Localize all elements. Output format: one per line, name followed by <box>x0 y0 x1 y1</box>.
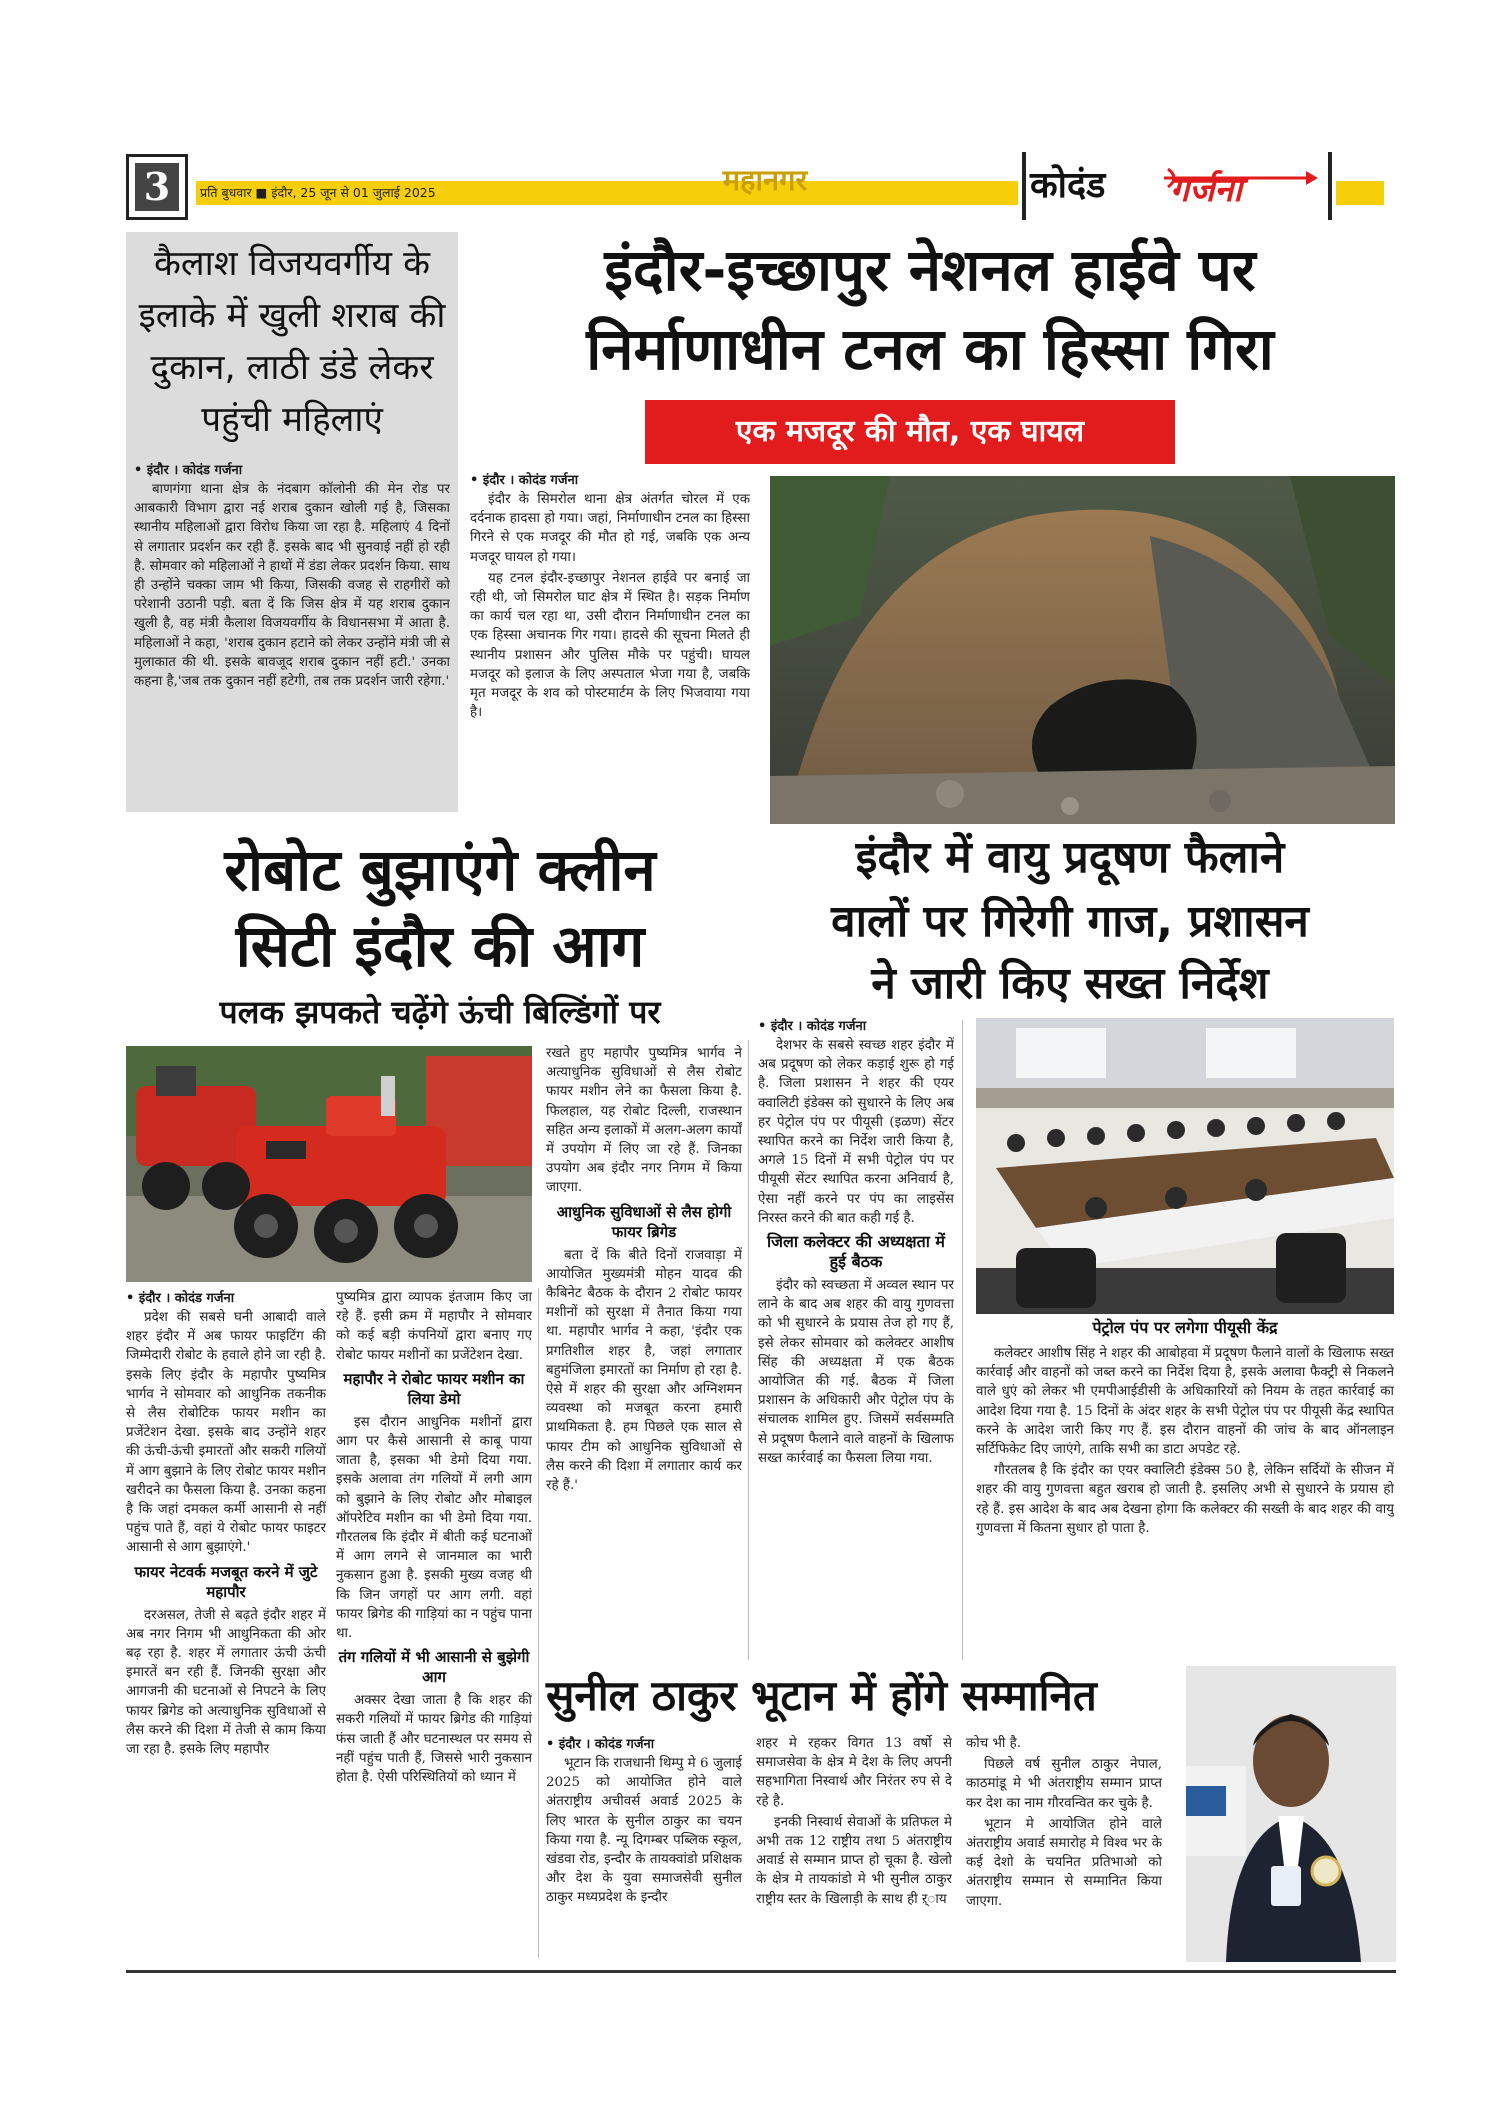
robot-col3b-paragraph: बता दें कि बीते दिनों राजवाड़ा में आयोजित मुख्यमंत्री मोहन यादव की कैबिनेट बैठक के दौरान 2 रोबोट फायर मशीनों को सुरक्षा में तैनात किया गया था. महापौर भार्गव ने कहा, 'इंदौर एक प्रगतिशील शहर है, जहां लगातार बहुमंजिला इमारतों का निर्माण हो रहा है. ऐसे में शहर की सुरक्षा और अग्निशमन व्यवस्था को मजबूत करना हमारी प्राथमिकता है. हम पिछले एक साल से फायर टीम को आधुनिक सुविधाओं से लैस करने की दिशा में लगातार कार्य कर रहे हैं.' <box>546 1247 742 1494</box>
robot-column-3 <box>546 1044 742 1654</box>
robot-column-2 <box>336 1288 532 1956</box>
brand-divider-left <box>1022 152 1026 220</box>
pollution-column-2 <box>976 1344 1394 1644</box>
sharab-headline: कैलाश विजयवर्गीय के इलाके में खुली शराब की दुकान, लाठी डंडे लेकर पहुंची महिलाएं <box>138 244 446 440</box>
robot-col2-paragraph: पुष्यमित्र द्वारा व्यापक इंतजाम किए जा रहे हैं. इसी क्रम में महापौर ने सोमवार को कई बड़ी कंपनियों द्वारा बनाए गए रोबोट फायर मशीनों का प्रजेंटेशन देखा. <box>336 1290 532 1363</box>
pollution-col2-paragraph-1: कलेक्टर आशीष सिंह ने शहर की आबोहवा में प्रदूषण फैलाने वालों के खिलाफ सख्त कार्रवाई और वाहनों को जब्त करने का निर्देश दिया है, इसके अलावा फैक्ट्री से निकलने वाले धुएं को लेकर भी एमपीआईडीसी के अधिकारियों को नियम के तहत कार्रवाई का आदेश दिया गया है. 15 दिनों के अंदर शहर के सभी पेट्रोल पंप पर पीयूसी केंद्र स्थापित करने के आदेश जारी किए गए हैं. इस दौरान वाहनों की जांच के बाद ऑनलाइन सर्टिफिकेट दिए जाएंगे, ताकि सभी का डाटा अपडेट रहे. <box>976 1346 1394 1458</box>
pollution-col1-paragraph: देशभर के सबसे स्वच्छ शहर इंदौर में अब प्रदूषण को लेकर कड़ाई शुरू हो गई है. जिला प्रशासन ने शहर की एयर क्वालिटी इंडेक्स को सुधारने के लिए अब हर पेट्रोल पंप पर पीयूसी (इळण) सेंटर स्थापित करने का निर्देश जारी किया है, अगले 15 दिनों में सभी पेट्रोल पंप पर पीयूसी सेंटर स्थापित करना अनिवार्य है, ऐसा नहीं करने पर पंप का लाइसेंस निरस्त करने की बात कही गई है. <box>758 1038 954 1226</box>
tunnel-collapse-photo <box>770 476 1395 824</box>
robot-headline-line-2: सिटी इंदौर की आग <box>235 912 645 980</box>
masthead-yellow-bar-right <box>1336 181 1384 205</box>
pollution-column-1 <box>758 1016 954 1666</box>
sunil-col3-paragraph-3: भूटान मे आयोजित होने वाले अंतराष्ट्रीय अवार्ड समारोह मे विश्व भर के कई देशो के चयनित प्रतिभाओ को अंतराष्ट्रीय सम्मान से सम्मानित किया जाएगा. <box>966 1816 1162 1909</box>
robot-kicker: पलक झपकते चढ़ेंगे ऊंची बिल्डिंगों पर <box>219 993 661 1031</box>
pollution-meeting-photo <box>976 1018 1394 1314</box>
robot-byline: • इंदौर । कोदंड गर्जना <box>126 1291 235 1306</box>
robot-col3-paragraph: रखते हुए महापौर पुष्यमित्र भार्गव ने अत्याधुनिक सुविधाओं से लैस रोबोट फायर मशीन लेने का फैसला किया है. फिलहाल, यह रोबोट दिल्ली, राजस्थान सहित अन्य इलाकों में अलग-अलग कार्यों में उपयोग में लिए जा रहे हैं. जिनका उपयोग अब इंदौर नगर निगम में किया जाएगा. <box>546 1046 742 1196</box>
sunil-headline: सुनील ठाकुर भूटान में होंगे सम्मानित <box>546 1671 1097 1720</box>
tunnel-headline-line-2: निर्माणाधीन टनल का हिस्सा गिरा <box>586 315 1274 383</box>
pollution-headline-line-1: इंदौर में वायु प्रदूषण फैलाने <box>855 832 1285 883</box>
pollution-col1b-paragraph: इंदौर को स्वच्छता में अव्वल स्थान पर लाने के बाद अब शहर की वायु गुणवत्ता को भी सुधारने के प्रयास तेज हो गए हैं, इसे लेकर सोमवार को कलेक्टर आशीष सिंह की अध्यक्षता में एक बैठक आयोजित की गई. बैठक में जिला प्रशासन के अधिकारी और पेट्रोल पंप के संचालक शामिल हुए. जिसमें सर्वसम्मति से प्रदूषण फैलाने वाले वाहनों के खिलाफ सख्त कार्रवाई का फैसला लिया गया. <box>758 1278 954 1466</box>
robot-col1b-paragraph: दरअसल, तेजी से बढ़ते इंदौर शहर में अब नगर निगम भी आधुनिकता की ओर बढ़ रहा है. शहर में लगातार ऊंची ऊंची इमारतें बन रही हैं. जिनकी सुरक्षा और आगजनी की घटनाओं से निपटने के लिए फायर ब्रिगेड को अत्याधुनिक सुविधाओं से लैस करने की दिशा में तेजी से काम किया जा रहा है. इसके लिए महापौर <box>126 1607 326 1758</box>
sunil-col2-paragraph-2: इनकी निस्वार्थ सेवाओं के प्रतिफल मे अभी तक 12 राष्ट्रीय तथा 5 अंतराष्ट्रीय अवार्ड से सम्मान प्राप्त हो चूका है. खेलो के क्षेत्र मे तायकांडो मे भी सुनील ठाकुर राष्ट्रीय स्तर के खिलाड़ी के साथ ही ऱ्ाय <box>756 1814 952 1907</box>
sunil-col2-paragraph-1: शहर मे रहकर विगत 13 वर्षो से समाजसेवा के क्षेत्र मे देश के लिए अपनी सहभागिता निस्वार्थ और निरंतर रुप से दे रहे है. <box>756 1736 952 1809</box>
robot-col2c-paragraph: अक्सर देखा जाता है कि शहर की सकरी गलियों में फायर ब्रिगेड की गाड़ियां फंस जाती हैं और घटनास्थल पर समय से नहीं पहुंच पाती हैं, जिससे भारी नुकसान होता है. ऐसी परिस्थितियों को ध्यान में <box>336 1693 532 1786</box>
brand-divider-right <box>1328 152 1332 220</box>
robot-col2b-paragraph: इस दौरान आधुनिक मशीनों द्वारा आग पर कैसे आसानी से काबू पाया जाता है, इसका भी डेमो दिया गया. इसके अलावा तंग गलियों में लगी आग को बुझाने के लिए रोबोट और मोबाइल ऑपरेटिव मशीन का भी डेमो दिया गया. गौरतलब कि इंदौर में बीती कई घटनाओं में आग लगने से जानमाल का भारी नुकसान हुआ है. इसकी मुख्य वजह थी कि जिन जगहों पर आग लगी. वहां फायर ब्रिगेड की गाड़ियां का न पहुंच पाना था. <box>336 1414 532 1642</box>
sunil-col3-paragraph-1: कोच भी है. <box>966 1736 1022 1751</box>
robot-col1-paragraph: प्रदेश की सबसे घनी आबादी वाले शहर इंदौर में अब फायर फाइटिंग की जिम्मेदारी रोबोट के हवाले होने जा रही है. इसके लिए इंदौर के महापौर पुष्यमित्र भार्गव ने सोमवार को आधुनिक तकनीक से लैस रोबोटिक फायर मशीन का प्रजेंटेशन देखा. इसके बाद उन्होंने शहर की ऊंची-ऊंची इमारतों और सकरी गलियों में आग बुझाने के लिए रोबोट फायर मशीन खरीदने का फैसला किया है. उनका कहना है कि जहां दमकल कर्मी आसानी से नहीं पहुंच पाते हैं, वहां ये रोबोट फायर फाइटर आसानी से आग बुझाएंगे.' <box>126 1310 326 1556</box>
brand-logo-left: कोदंड <box>1030 165 1106 206</box>
page-number: 3 <box>143 164 171 209</box>
robot-col3-subhead: आधुनिक सुविधाओं से लैस होगी फायर ब्रिगेड <box>556 1202 732 1241</box>
tunnel-kicker: एक मजदूर की मौत, एक घायल <box>735 414 1085 449</box>
sharab-body-column <box>134 460 450 810</box>
page-number-box <box>126 154 188 220</box>
pollution-headline-line-3: ने जारी किए सख्त निर्देश <box>871 958 1269 1009</box>
pollution-col2-paragraph-2: गौरतलब है कि इंदौर का एयर क्वालिटी इंडेक्स 50 है, लेकिन सर्दियों के सीजन में शहर की वायु गुणवत्ता बहुत खराब हो जाती है. इसलिए अभी से सुधारने के प्रयास हो रहे हैं. इस आदेश के बाद अब देखना होगा कि कलेक्टर की सख्ती के बाद शहर की वायु गुणवत्ता में कितना सुधार हो पाता है. <box>976 1463 1394 1536</box>
pollution-byline: • इंदौर । कोदंड गर्जना <box>758 1019 867 1034</box>
sunil-portrait-photo <box>1186 1666 1396 1962</box>
column-rule-3 <box>962 1020 963 1660</box>
sunil-column-2 <box>756 1734 952 1964</box>
tunnel-paragraph-1: इंदौर के सिमरोल थाना क्षेत्र अंतर्गत चोरल में एक दर्दनाक हादसा हो गया। जहां, निर्माणाधीन टनल का हिस्सा गिरने से एक मजदूर की मौत हो गई, जबकि एक अन्य मजदूर घायल हो गया। <box>470 492 750 565</box>
column-rule-1 <box>538 1288 539 1958</box>
brand-logo <box>1030 160 1326 216</box>
sunil-col1-paragraph: भूटान कि राजधानी थिम्पु मे 6 जुलाई 2025 को आयोजित होने वाले अंतराष्ट्रीय अचीवर्स अवार्ड 2025 के लिए भारत के सुनील ठाकुर का चयन किया गया है. न्यू दिगम्बर पब्लिक स्कूल, खंडवा रोड, इन्दौर के तायक्वांडो प्रशिक्षक और देश के युवा समाजसेवी सुनील ठाकुर मध्यप्रदेश के इन्दौर <box>546 1756 742 1906</box>
sunil-column-3 <box>966 1734 1162 1964</box>
robot-col2-subhead-2: तंग गलियों में भी आसानी से बुझेगी आग <box>338 1648 530 1687</box>
sharab-paragraph: बाणगंगा थाना क्षेत्र के नंदबाग कॉलोनी की मेन रोड पर आबकारी विभाग द्वारा नई शराब दुकान खोली गई है, जिसका स्थानीय महिलाओं द्वारा विरोध किया जा रहा है. महिलाएं 4 दिनों से लगातार प्रदर्शन कर रही हैं. इसके बाद भी सुनवाई नहीं हो रही है. सोमवार को महिलाओं ने हाथों में डंडा लेकर प्रदर्शन किया. साथ ही उन्होंने चक्का जाम भी किया, जिसकी वजह से राहगीरों को परेशानी उठानी पड़ी. बता दें कि जिस क्षेत्र में यह शराब दुकान खुली है, वह मंत्री कैलाश विजयवर्गीय के विधानसभा में आता है. महिलाओं ने कहा, 'शराब दुकान हटाने को लेकर उन्होंने मंत्री जी से मुलाकात की थी. इसके बावजूद शराब दुकान नहीं हटी.' उनका कहना है,'जब तक दुकान नहीं हटेगी, तब तक प्रदर्शन जारी रहेगा.' <box>134 482 450 690</box>
tunnel-body-column <box>470 470 750 820</box>
pollution-photo-caption: पेट्रोल पंप पर लगेगा पीयूसी केंद्र <box>1092 1318 1278 1337</box>
tunnel-headline-line-1: इंदौर-इच्छापुर नेशनल हाईवे पर <box>604 236 1256 304</box>
robot-col1-subhead: फायर नेटवर्क मजबूत करने में जुटे महापौर <box>134 1562 318 1601</box>
sunil-column-1 <box>546 1734 742 1964</box>
masthead-section: महानगर <box>722 163 808 197</box>
robot-col2-subhead-1: महापौर ने रोबोट फायर मशीन का लिया डेमो <box>343 1369 525 1408</box>
tunnel-byline: • इंदौर । कोदंड गर्जना <box>470 473 579 488</box>
sunil-byline: • इंदौर । कोदंड गर्जना <box>546 1737 655 1752</box>
bottom-rule <box>126 1970 1396 1973</box>
masthead-dateline: प्रति बुधवार ■ इंदौर, 25 जून से 01 जुलाई 2025 <box>200 185 436 200</box>
sharab-byline: • इंदौर । कोदंड गर्जना <box>134 463 243 478</box>
column-rule-2 <box>748 1040 749 1660</box>
sunil-col3-paragraph-2: पिछले वर्ष सुनील ठाकुर नेपाल, काठमांडू मे भी अंतराष्ट्रीय सम्मान प्राप्त कर देश का नाम गौरवन्वित कर चुके है. <box>966 1757 1162 1811</box>
tunnel-paragraph-2: यह टनल इंदौर-इच्छापुर नेशनल हाईवे पर बनाई जा रही थी, जो सिमरोल घाट क्षेत्र में स्थित है। सड़क निर्माण का कार्य चल रहा था, उसी दौरान निर्माणाधीन टनल का एक हिस्सा अचानक गिर गया। हादसे की सूचना मिलते ही स्थानीय प्रशासन और पुलिस मौके पर पहुंची। घायल मजदूर को इलाज के लिए अस्पताल भेजा गया है, जबकि मृत मजदूर के शव को पोस्टमार्टम के लिए भिजवाया गया है। <box>470 570 750 721</box>
robot-fire-machine-photo <box>126 1046 532 1282</box>
pollution-col1-subhead: जिला कलेक्टर की अध्यक्षता में हुई बैठक <box>766 1232 945 1272</box>
brand-logo-right: गर्जना <box>1170 170 1243 210</box>
robot-column-1 <box>126 1288 326 1956</box>
robot-headline-line-1: रोबोट बुझाएंगे क्लीन <box>224 836 656 904</box>
pollution-headline-line-2: वालों पर गिरेगी गाज, प्रशासन <box>831 896 1309 947</box>
